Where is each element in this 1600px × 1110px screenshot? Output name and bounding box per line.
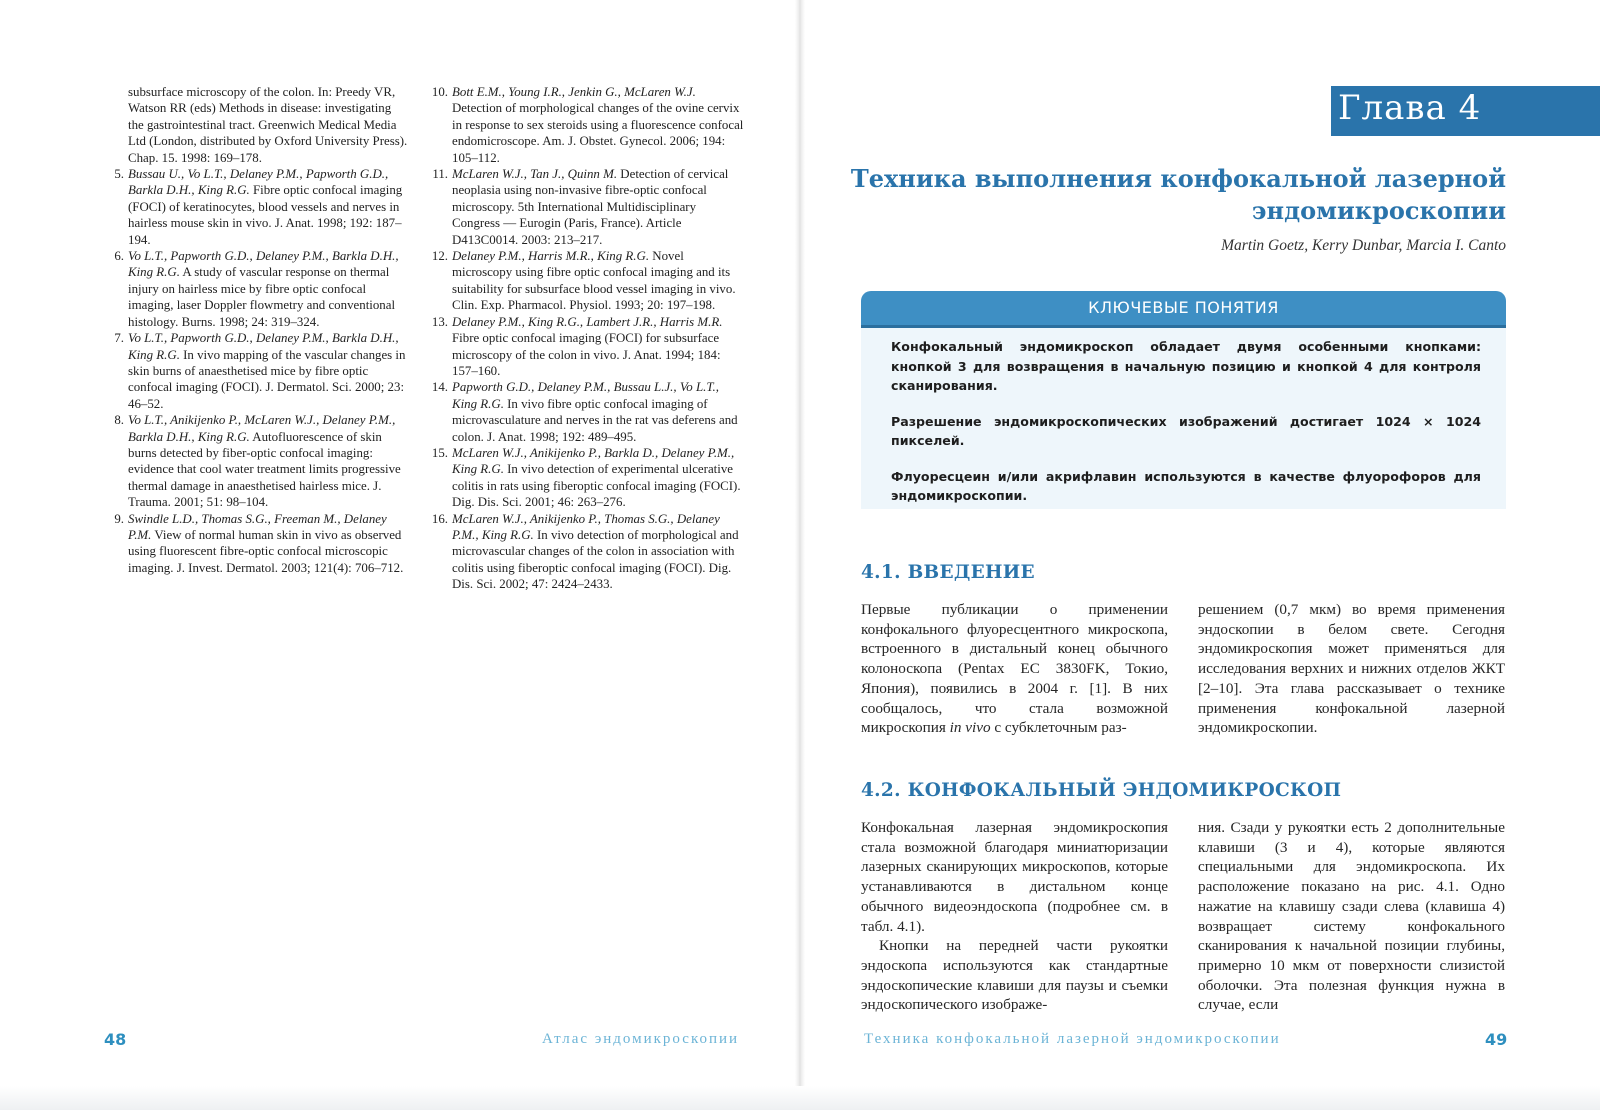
reference-text: Detection of cervical neoplasia using non-invasive fibre-optic confocal microscopy. 5th International Multidisciplinary Congress — Eurogin (Paris, France). Article D413C0014. 2003: 213–217.	[452, 167, 729, 247]
key-concept-item: Разрешение эндомикроскопических изображений достигает 1024 × 1024 пикселей.	[891, 413, 1481, 448]
text-italic: in vivo	[949, 719, 991, 737]
section2-paragraph: Конфокальная лазерная эндомикроскопия стала возможной благодаря миниатюризации лазерных сканирующих микроскопов, которые устанавливаются в дистальном конце обычного видеоэндоскопа (подробнее см. в табл. 4.1).	[861, 819, 1168, 935]
chapter-label: Глава 4	[1338, 88, 1482, 128]
reference-text: A study of vascular response on thermal injury on hairless mice by fibre optic confocal imaging, laser Doppler flowmetry and conventional histology. Burns. 1998; 24: 319–324.	[128, 265, 396, 329]
section1-paragraph-continued: решением (0,7 мкм) во время применения эндоскопии в белом свете. Сегодня эндомикроскопия может применяться для исследования верхних и нижних отделов ЖКТ [2–10]. Эта глава рассказывает о технике применения конфокальной лазерной эндомикроскопии.	[1198, 601, 1505, 737]
references-column-1	[104, 84, 408, 576]
reference-item	[428, 445, 746, 511]
key-concepts-header	[861, 291, 1506, 328]
reference-authors: Papworth G.D., Delaney P.M., Bussau L.J., Vo L.T., King R.G.	[452, 380, 719, 411]
reference-authors: McLaren W.J., Anikijenko P., Barkla D., Delaney P.M., King R.G.	[452, 445, 735, 477]
chapter-title	[850, 163, 1506, 227]
reference-text: View of normal human skin in vivo as observed using fluorescent fibre-optic confocal microscopic imaging. J. Invest. Dermatol. 2003; 121(4): 706–712.	[128, 527, 404, 575]
key-concepts-body	[891, 337, 1481, 522]
reference-authors: Delaney P.M., Harris M.R., King R.G.	[452, 249, 650, 264]
section-title-introduction: 4.1. ВВЕДЕНИЕ	[861, 562, 1035, 583]
reference-text: Fibre optic confocal imaging (FOCI) for subsurface microscopy of the colon in vivo. J. Anat. 1994; 184: 157–160.	[452, 331, 721, 378]
section1-column-2	[1198, 600, 1505, 738]
section2-paragraph: Кнопки на передней части рукоятки эндоскопа используются как стандартные эндоскопические клавиши для паузы и съемки эндоскопического изображе-	[861, 937, 1168, 1014]
reference-number: 5.	[114, 167, 124, 182]
reference-number: 11.	[432, 167, 448, 182]
section1-paragraph	[861, 600, 1168, 738]
reference-authors: Vo L.T., Papworth G.D., Delaney P.M., Barkla D.H., King R.G.	[128, 331, 399, 362]
reference-number: 15.	[431, 445, 448, 460]
reference-item	[104, 330, 408, 412]
reference-text: In vivo detection of morphological and microvascular changes of the colon in association with colitis using fiberoptic confocal imaging (FOCI). Dig. Dis. Sci. 2002; 47: 2424–2433.	[452, 527, 739, 592]
section2-column-1	[861, 818, 1168, 1015]
reference-item	[104, 511, 408, 577]
reference-authors: Delaney P.M., King R.G., Lambert J.R., Harris M.R.	[452, 314, 723, 329]
reference-text: Detection of morphological changes of the ovine cervix in response to sex steroids using a fluorescence confocal endomicroscope. Am. J. Obstet. Gynecol. 2006; 194: 105–112.	[452, 101, 744, 165]
reference-item	[104, 166, 408, 248]
section2-paragraph-continued: ния. Сзади у рукоятки есть 2 дополнительные клавиши (3 и 4), которые являются специальными для эндомикроскопа. Их расположение показано на рис. 4.1. Одно нажатие на клавишу сзади слева (клавиша 4) возвращает систему конфокального сканирования к начальной позиции глубины, примерно 10 мкм от поверхности слизистой оболочки. Эта полезная функция нужна в случае, если	[1198, 819, 1505, 1014]
reference-text: Autofluorescence of skin burns detected by fiber-optic confocal imaging: evidence that cool water treatment limits progressive thermal damage in anaesthetised hairless mice. J. Trauma. 2001; 51: 98–104.	[128, 429, 401, 510]
reference-text: subsurface microscopy of the colon. In: Preedy VR, Watson RR (eds) Methods in disease: investigating the gastrointestinal tract. Greenwich Medical Media Ltd (London, distributed by Oxford University Press). Chap. 15. 1998: 169–178.	[128, 85, 408, 165]
reference-item	[428, 379, 746, 445]
chapter-label-box	[1331, 86, 1600, 136]
reference-number: 9.	[114, 511, 124, 526]
reference-number: 6.	[114, 249, 124, 264]
reference-text: In vivo fibre optic confocal imaging of microvasculature and nerves in the rat vas deferens and colon. J. Anat. 1998; 192: 489–495.	[452, 396, 738, 444]
reference-item	[104, 412, 408, 510]
text-run: Первые публикации о применении конфокального флуоресцентного микроскопа, встроенного в дистальный конец обычного колоноскопа (Pentax EC 3830FK, Токио, Япония), появились в 2004 г. [1]. В них сообщалось, что стала возможной микроскопия	[861, 601, 1168, 737]
reference-authors: Bussau U., Vo L.T., Delaney P.M., Papworth G.D., Barkla D.H., King R.G.	[128, 167, 389, 198]
reference-item	[428, 511, 746, 593]
reference-number: 8.	[114, 413, 124, 428]
reference-item	[104, 248, 408, 330]
text-run: с субклеточным раз-	[990, 719, 1127, 737]
book-gutter	[795, 0, 805, 1110]
reference-item	[428, 248, 746, 314]
reference-number: 7.	[114, 331, 124, 346]
chapter-title-line-1: Техника выполнения конфокальной лазерной	[850, 164, 1506, 193]
reference-text: Fibre optic confocal imaging (FOCI) of keratinocytes, blood vessels and nerves in hairless mouse skin in vivo. J. Anat. 1998; 192: 187–194.	[128, 183, 403, 247]
reference-authors: McLaren W.J., Tan J., Quinn M.	[452, 167, 618, 182]
running-head-left: Атлас эндомикроскопии	[542, 1031, 740, 1047]
reference-item	[428, 314, 746, 380]
chapter-title-line-2: эндомикроскопии	[1251, 196, 1506, 225]
key-concepts-heading: КЛЮЧЕВЫЕ ПОНЯТИЯ	[1088, 298, 1279, 317]
reference-authors: Vo L.T., Papworth G.D., Delaney P.M., Barkla D.H., King R.G.	[128, 249, 399, 280]
page-number-left: 48	[104, 1030, 127, 1049]
reference-text: In vivo mapping of the vascular changes in skin burns of anaesthetised mice by fibre optic confocal imaging (FOCI). J. Dermatol. Sci. 2000; 23: 46–52.	[128, 347, 406, 411]
section2-column-2	[1198, 818, 1505, 1015]
reference-authors: Vo L.T., Anikijenko P., McLaren W.J., Delaney P.M., Barkla D.H., King R.G.	[128, 413, 396, 444]
reference-number: 14.	[431, 380, 448, 395]
reference-number: 16.	[431, 511, 448, 526]
reference-item	[428, 84, 746, 166]
key-concept-item: Конфокальный эндомикроскоп обладает двумя особенными кнопками: кнопкой 3 для возвращения в начальную позицию и кнопкой 4 для контроля сканирования.	[891, 339, 1481, 393]
reference-item	[104, 84, 408, 166]
reference-authors: McLaren W.J., Anikijenko P., Thomas S.G., Delaney P.M., King R.G.	[452, 511, 720, 542]
reference-authors: Swindle L.D., Thomas S.G., Freeman M., Delaney P.M.	[128, 511, 387, 542]
reference-number: 13.	[431, 314, 448, 329]
reference-item	[428, 166, 746, 248]
key-concept-item: Флуоресцеин и/или акрифлавин используются в качестве флуорофоров для эндомикроскопии.	[891, 468, 1481, 503]
running-head-right: Техника конфокальной лазерной эндомикроскопии	[864, 1031, 1281, 1047]
key-concepts-box	[861, 291, 1506, 509]
reference-text: Novel microscopy using fibre optic confocal imaging and its suitability for subsurface blood vessel imaging in vivo. Clin. Exp. Pharmacol. Physiol. 1993; 20: 197–198.	[452, 249, 736, 313]
page-number-right: 49	[1485, 1030, 1508, 1049]
reference-authors: Bott E.M., Young I.R., Jenkin G., McLaren W.J.	[452, 85, 696, 99]
section1-column-1	[861, 600, 1168, 738]
reference-text: In vivo detection of experimental ulcerative colitis in rats using fiberoptic confocal imaging (FOCI). Dig. Dis. Sci. 2001; 46: 263–276.	[452, 462, 741, 510]
scan-shadow	[0, 1086, 1600, 1110]
references-column-2	[428, 84, 746, 593]
chapter-authors: Martin Goetz, Kerry Dunbar, Marcia I. Canto	[1221, 237, 1506, 254]
section-title-endomicroscope: 4.2. КОНФОКАЛЬНЫЙ ЭНДОМИКРОСКОП	[861, 780, 1342, 801]
reference-number: 10.	[431, 85, 448, 99]
reference-number: 12.	[431, 249, 448, 264]
